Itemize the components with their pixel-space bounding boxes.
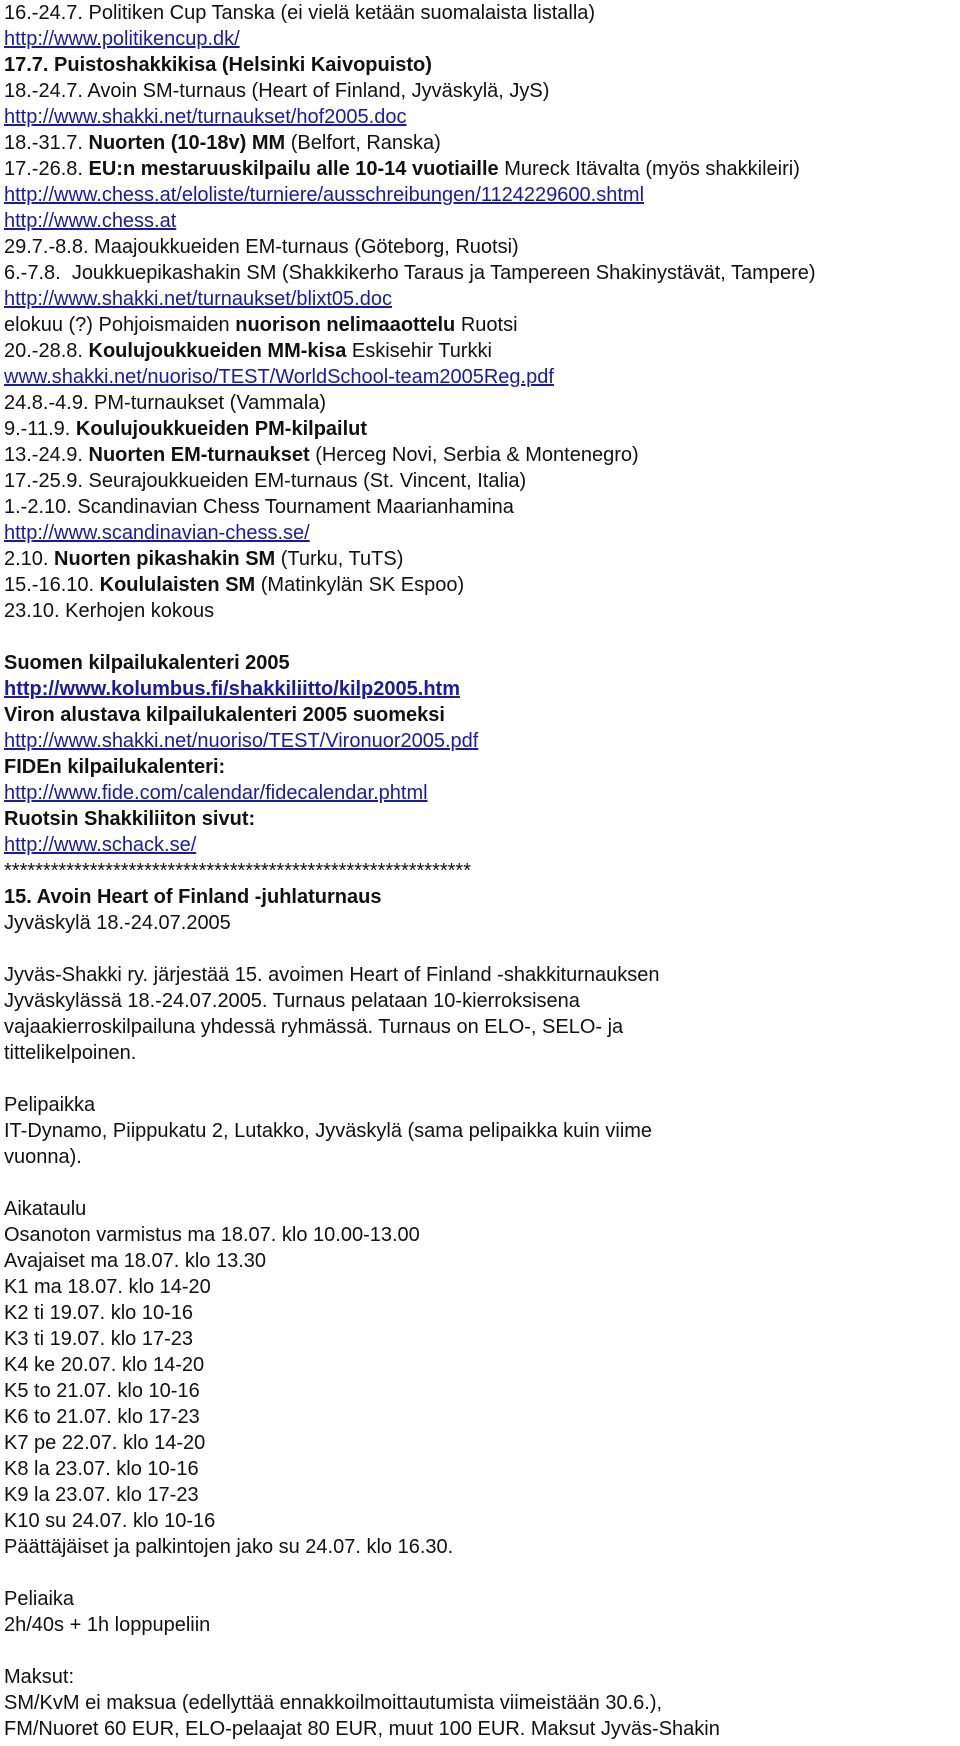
- text-line: [4, 1586, 960, 1612]
- text-line: [4, 468, 960, 494]
- blank-line: [4, 1170, 960, 1196]
- body-text: 18.-24.7. Avoin SM-turnaus (Heart of Finland, Jyväskylä, JyS): [4, 80, 550, 102]
- hyperlink[interactable]: http://www.shakki.net/nuoriso/TEST/Vironuor2005.pdf: [4, 730, 479, 752]
- body-text: vajaakierroskilpailuna yhdessä ryhmässä. Turnaus on ELO-, SELO- ja: [4, 1016, 624, 1038]
- text-line: [4, 208, 960, 234]
- body-text: K5 to 21.07. klo 10-16: [4, 1380, 200, 1402]
- body-text: K9 la 23.07. klo 17-23: [4, 1484, 199, 1506]
- hyperlink[interactable]: http://www.kolumbus.fi/shakkiliitto/kilp2005.htm: [4, 678, 460, 700]
- separator-stars: ************************************************************: [4, 860, 471, 882]
- body-text: Mureck Itävalta (myös shakkileiri): [498, 158, 800, 180]
- bold-text: Viron alustava kilpailukalenteri 2005 suomeksi: [4, 704, 445, 726]
- text-line: [4, 1482, 960, 1508]
- body-text: Avajaiset ma 18.07. klo 13.30: [4, 1250, 267, 1272]
- body-text: (Matinkylän SK Espoo): [255, 574, 465, 596]
- text-line: [4, 1534, 960, 1560]
- body-text: 29.7.-8.8. Maajoukkueiden EM-turnaus (Göteborg, Ruotsi): [4, 236, 519, 258]
- text-line: [4, 390, 960, 416]
- text-line: [4, 546, 960, 572]
- text-line: [4, 988, 960, 1014]
- text-line: [4, 832, 960, 858]
- hyperlink[interactable]: http://www.chess.at/eloliste/turniere/ausschreibungen/1124229600.shtml: [4, 184, 645, 206]
- text-line: [4, 1690, 960, 1716]
- text-line: [4, 1248, 960, 1274]
- blank-line: [4, 1638, 960, 1664]
- body-text: Aikataulu: [4, 1198, 87, 1220]
- text-line: [4, 962, 960, 988]
- text-line: [4, 858, 960, 884]
- body-text: K7 pe 22.07. klo 14-20: [4, 1432, 206, 1454]
- text-line: [4, 806, 960, 832]
- text-line: [4, 780, 960, 806]
- text-line: [4, 1508, 960, 1534]
- text-line: [4, 104, 960, 130]
- body-text: Ruotsi: [455, 314, 518, 336]
- hyperlink[interactable]: http://www.chess.at: [4, 210, 177, 232]
- body-text: (Belfort, Ranska): [285, 132, 441, 154]
- text-line: [4, 26, 960, 52]
- text-line: [4, 1378, 960, 1404]
- text-line: [4, 1040, 960, 1066]
- text-line: [4, 130, 960, 156]
- text-line: [4, 182, 960, 208]
- body-text: Peliaika: [4, 1588, 75, 1610]
- text-line: [4, 1612, 960, 1638]
- bold-text: Koululaisten SM: [99, 574, 256, 596]
- text-line: [4, 676, 960, 702]
- body-text: IT-Dynamo, Piippukatu 2, Lutakko, Jyväskylä (sama pelipaikka kuin viime: [4, 1120, 653, 1142]
- hyperlink[interactable]: www.shakki.net/nuoriso/TEST/WorldSchool-team2005Reg.pdf: [4, 366, 554, 388]
- text-line: [4, 910, 960, 936]
- hyperlink[interactable]: http://www.politikencup.dk/: [4, 28, 240, 50]
- text-line: [4, 1352, 960, 1378]
- text-line: [4, 260, 960, 286]
- text-line: [4, 1274, 960, 1300]
- text-line: [4, 312, 960, 338]
- text-line: [4, 1118, 960, 1144]
- body-text: Jyväskylässä 18.-24.07.2005. Turnaus pelataan 10-kierroksisena: [4, 990, 580, 1012]
- text-line: [4, 1456, 960, 1482]
- text-line: [4, 1664, 960, 1690]
- text-line: [4, 754, 960, 780]
- hyperlink[interactable]: http://www.scandinavian-chess.se/: [4, 522, 310, 544]
- text-line: [4, 1144, 960, 1170]
- body-text: 6.-7.8. Joukkuepikashakin SM (Shakkikerho Taraus ja Tampereen Shakinystävät, Tampere): [4, 262, 816, 284]
- body-text: 17.-25.9. Seurajoukkueiden EM-turnaus (St. Vincent, Italia): [4, 470, 527, 492]
- body-text: 9.-11.9.: [4, 418, 76, 440]
- bold-text: Nuorten pikashakin SM: [54, 548, 276, 570]
- bold-text: nuorison nelimaaottelu: [235, 314, 456, 336]
- body-text: Päättäjäiset ja palkintojen jako su 24.07. klo 16.30.: [4, 1536, 454, 1558]
- body-text: 15.-16.10.: [4, 574, 100, 596]
- body-text: K4 ke 20.07. klo 14-20: [4, 1354, 205, 1376]
- body-text: 2.10.: [4, 548, 55, 570]
- body-text: 24.8.-4.9. PM-turnaukset (Vammala): [4, 392, 326, 414]
- text-line: [4, 1014, 960, 1040]
- body-text: Maksut:: [4, 1666, 75, 1688]
- body-text: Jyväskylä 18.-24.07.2005: [4, 912, 231, 934]
- text-line: [4, 494, 960, 520]
- body-text: 1.-2.10. Scandinavian Chess Tournament Maarianhamina: [4, 496, 514, 518]
- body-text: K8 la 23.07. klo 10-16: [4, 1458, 199, 1480]
- bold-text: Nuorten EM-turnaukset: [88, 444, 310, 466]
- text-line: [4, 52, 960, 78]
- blank-line: [4, 624, 960, 650]
- text-line: [4, 1196, 960, 1222]
- body-text: K3 ti 19.07. klo 17-23: [4, 1328, 194, 1350]
- bold-text: Suomen kilpailukalenteri 2005: [4, 652, 290, 674]
- body-text: vuonna).: [4, 1146, 82, 1168]
- bold-text: Koulujoukkueiden PM-kilpailut: [75, 418, 368, 440]
- hyperlink[interactable]: http://www.schack.se/: [4, 834, 197, 856]
- text-line: [4, 234, 960, 260]
- body-text: Eskisehir Turkki: [346, 340, 492, 362]
- bold-text: FIDEn kilpailukalenteri:: [4, 756, 226, 778]
- text-line: [4, 702, 960, 728]
- body-text: (Turku, TuTS): [275, 548, 404, 570]
- bold-text: Koulujoukkueiden MM-kisa: [88, 340, 347, 362]
- body-text: 17.-26.8.: [4, 158, 89, 180]
- body-text: Jyväs-Shakki ry. järjestää 15. avoimen Heart of Finland -shakkiturnauksen: [4, 964, 660, 986]
- body-text: tittelikelpoinen.: [4, 1042, 137, 1064]
- text-line: [4, 598, 960, 624]
- body-text: 16.-24.7. Politiken Cup Tanska (ei vielä ketään suomalaista listalla): [4, 2, 596, 24]
- text-line: [4, 442, 960, 468]
- text-line: [4, 416, 960, 442]
- blank-line: [4, 1066, 960, 1092]
- text-line: [4, 0, 960, 26]
- bold-text: EU:n mestaruuskilpailu alle 10-14 vuotiaille: [88, 158, 499, 180]
- text-line: [4, 1222, 960, 1248]
- text-line: [4, 728, 960, 754]
- body-text: K10 su 24.07. klo 10-16: [4, 1510, 216, 1532]
- body-text: Pelipaikka: [4, 1094, 96, 1116]
- body-text: 18.-31.7.: [4, 132, 89, 154]
- blank-line: [4, 1560, 960, 1586]
- body-text: K6 to 21.07. klo 17-23: [4, 1406, 200, 1428]
- text-line: [4, 884, 960, 910]
- text-line: [4, 156, 960, 182]
- body-text: K1 ma 18.07. klo 14-20: [4, 1276, 211, 1298]
- blank-line: [4, 936, 960, 962]
- text-line: [4, 572, 960, 598]
- text-line: [4, 1326, 960, 1352]
- body-text: K2 ti 19.07. klo 10-16: [4, 1302, 194, 1324]
- body-text: elokuu (?) Pohjoismaiden: [4, 314, 236, 336]
- body-text: 2h/40s + 1h loppupeliin: [4, 1614, 211, 1636]
- text-line: [4, 1404, 960, 1430]
- text-line: [4, 520, 960, 546]
- text-line: [4, 1430, 960, 1456]
- body-text: FM/Nuoret 60 EUR, ELO-pelaajat 80 EUR, muut 100 EUR. Maksut Jyväs-Shakin: [4, 1718, 720, 1740]
- text-line: [4, 364, 960, 390]
- bold-text: 17.7. Puistoshakkikisa (Helsinki Kaivopuisto): [4, 54, 432, 76]
- text-line: [4, 338, 960, 364]
- hyperlink[interactable]: http://www.shakki.net/turnaukset/hof2005.doc: [4, 106, 407, 128]
- body-text: 23.10. Kerhojen kokous: [4, 600, 215, 622]
- hyperlink[interactable]: http://www.fide.com/calendar/fidecalendar.phtml: [4, 782, 428, 804]
- text-line: [4, 1716, 960, 1742]
- body-text: SM/KvM ei maksua (edellyttää ennakkoilmoittautumista viimeistään 30.6.),: [4, 1692, 663, 1714]
- text-line: [4, 78, 960, 104]
- text-line: [4, 1300, 960, 1326]
- body-text: (Herceg Novi, Serbia & Montenegro): [309, 444, 639, 466]
- body-text: 20.-28.8.: [4, 340, 89, 362]
- text-line: [4, 650, 960, 676]
- body-text: 13.-24.9.: [4, 444, 89, 466]
- body-text: Osanoton varmistus ma 18.07. klo 10.00-13.00: [4, 1224, 420, 1246]
- hyperlink[interactable]: http://www.shakki.net/turnaukset/blixt05.doc: [4, 288, 392, 310]
- text-line: [4, 1092, 960, 1118]
- bold-text: 15. Avoin Heart of Finland -juhlaturnaus: [4, 886, 382, 908]
- bold-text: Nuorten (10-18v) MM: [88, 132, 286, 154]
- text-line: [4, 286, 960, 312]
- bold-text: Ruotsin Shakkiliiton sivut:: [4, 808, 256, 830]
